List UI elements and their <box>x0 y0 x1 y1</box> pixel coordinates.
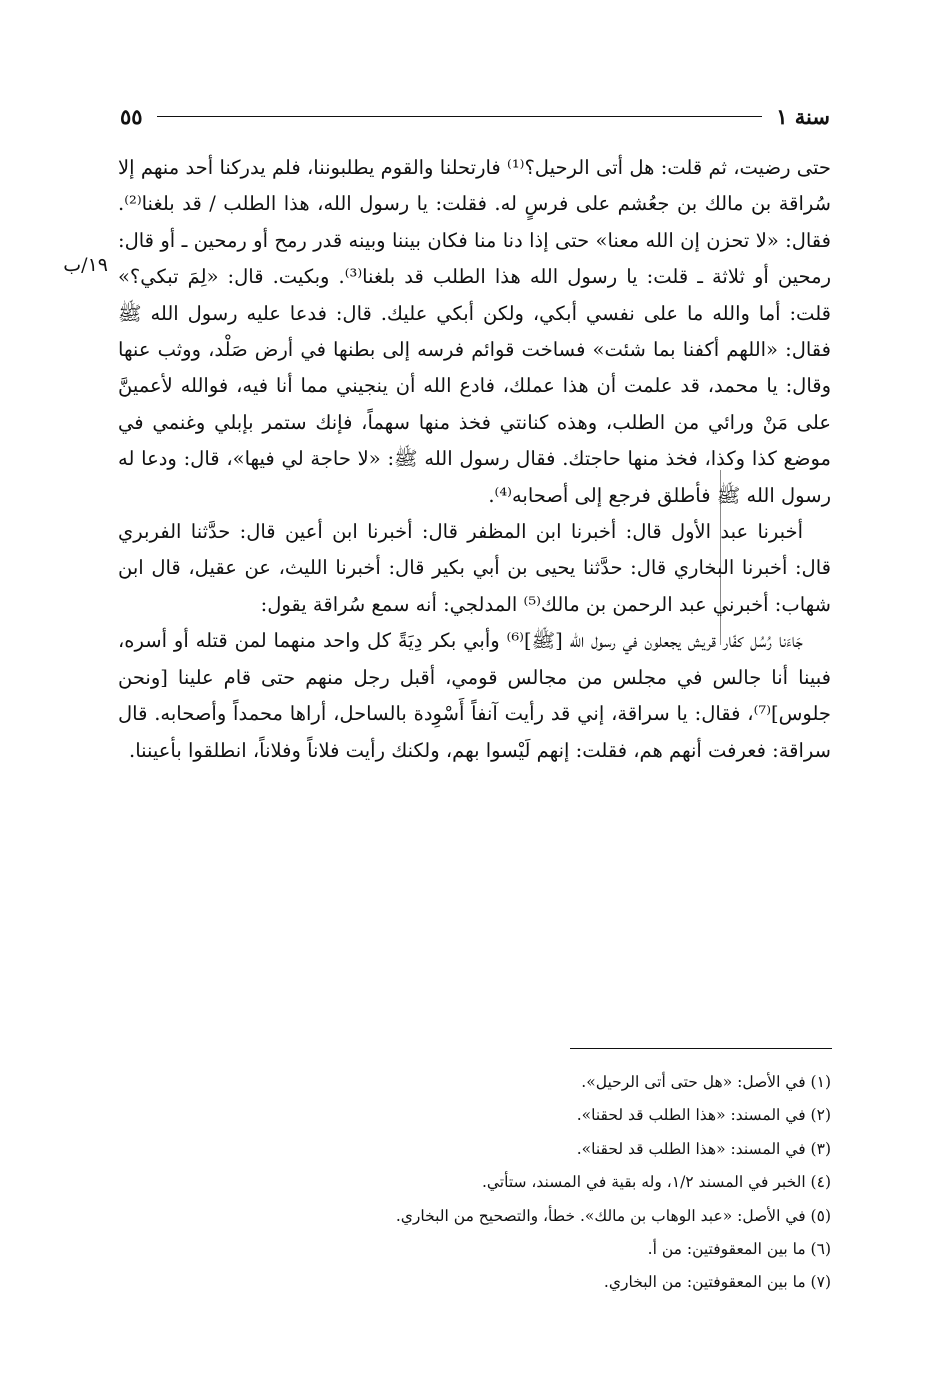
margin-folio-note: ١٩/ب <box>63 254 108 276</box>
footnote-1: (١) في الأصل: «هل حتى أتى الرحيل». <box>581 1073 831 1091</box>
page-header <box>120 96 830 136</box>
page-number: ٥٥ <box>120 103 143 129</box>
footnote-4: (٤) الخبر في المسند ١/٢، وله بقية في المسند، ستأتي. <box>481 1173 831 1192</box>
footnote-5: (٥) في الأصل: «عبد الوهاب بن مالك». خطأ، والتصحيح من البخاري. <box>395 1206 831 1225</box>
footnote-2: (٢) في المسند: «هذا الطلب قد لحقنا». <box>576 1106 831 1125</box>
main-text <box>118 150 831 769</box>
paragraph-1: حتى رضيت، ثم قلت: هل أتى الرحيل؟⁽¹⁾ فارتحلنا والقوم يطلبوننا، فلم يدركنا أحد منهم إلا سُراقة بن مالك بن جعُشم على فرسٍ له. فقلت: يا رسول الله، هذا الطلب / قد بلغنا⁽²⁾. فقال: «لا تحزن إن الله معنا» حتى إذا دنا منا فكان بيننا وبينه قدر رمح أو رمحين ـ أو قال: رمحين أو ثلاثة ـ قلت: يا رسول الله هذا الطلب قد بلغنا⁽³⁾. وبكيت. قال: «لِمَ تبكي؟» قلت: أما والله ما على نفسي أبكي، ولكن أبكي عليك. قال: فدعا عليه رسول الله ﷺ فقال: «اللهم أكفنا بما شئت» فساخت قوائم فرسه إلى بطنها في أرض صَلْد، ووثب عنها وقال: يا محمد، قد علمت أن هذا عملك، فادع الله أن ينجيني مما أنا فيه، فوالله لأعمينَّ على مَنْ ورائي من الطلب، وهذه كنانتي فخذ منها سهماً، فإنك ستمر بإبلي وغنمي في موضع كذا وكذا، فخذ منها حاجتك. فقال رسول الله ﷺ: «لا حاجة لي فيها»، قال: ودعا له رسول الله ﷺ فأطلق فرجع إلى أصحابه⁽⁴⁾. <box>118 156 832 507</box>
footnote-6: (٦) ما بين المعقوفتين: من أ. <box>647 1240 831 1259</box>
footnote-7: (٧) ما بين المعقوفتين: من البخاري. <box>603 1273 831 1292</box>
paragraph-3: جَاءَنا رُسُل كفّار قريش يجعلون في رسول الله [ﷺ]⁽⁶⁾ وأبي بكر دِيَةً كل واحد منهما لمن قتله أو أسره، فبينا أنا جالس في مجلس من مجالس قومي، أقبل رجل منهم حتى قام علينا [ونحن جلوس]⁽⁷⁾، فقال: يا سراقة، إني قد رأيت آنفاً أَسْوِدة بالساحل، أراها محمداً وأصحابه. قال سراقة: فعرفت أنهم هم، فقلت: إنهم لَيْسوا بهم، ولكنك رأيت فلاناً وفلاناً، انطلقوا بأعيننا. <box>118 629 831 762</box>
header-rule <box>157 116 763 117</box>
running-title: سنة ١ <box>776 103 830 129</box>
paragraph-2: أخبرنا عبد الأول قال: أخبرنا ابن المظفر قال: أخبرنا ابن أعين قال: حدَّثنا الفربري قال: أخبرنا البخاري قال: حدَّثنا يحيى بن أبي بكير قال: أخبرنا الليث، عن عقيل، قال ابن شهاب: أخبرني عبد الرحمن بن مالك⁽⁵⁾ المدلجي: أنه سمع سُراقة يقول: <box>118 520 831 616</box>
footnote-separator <box>570 1048 832 1049</box>
footnotes <box>118 1066 831 1300</box>
footnote-3: (٣) في المسند: «هذا الطلب قد لحقنا». <box>576 1139 831 1158</box>
